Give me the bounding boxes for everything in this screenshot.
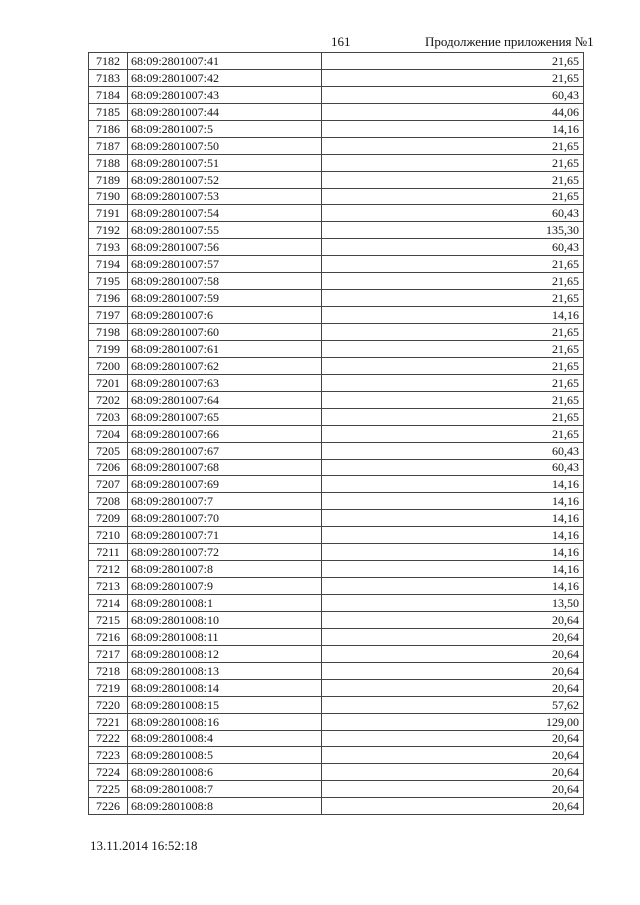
value-cell: 20,64 (322, 645, 584, 662)
value-cell: 14,16 (322, 527, 584, 544)
value-cell: 20,64 (322, 628, 584, 645)
table-row (89, 307, 584, 324)
value-cell: 14,16 (322, 561, 584, 578)
cadastral-number-cell: 68:09:2801007:54 (128, 205, 322, 222)
row-number-cell: 7220 (89, 696, 128, 713)
table-row (89, 713, 584, 730)
table-row (89, 561, 584, 578)
table-row (89, 730, 584, 747)
table-row (89, 324, 584, 341)
row-number-cell: 7225 (89, 781, 128, 798)
value-cell: 20,64 (322, 611, 584, 628)
row-number-cell: 7196 (89, 290, 128, 307)
row-number-cell: 7197 (89, 307, 128, 324)
table-row (89, 273, 584, 290)
cadastral-number-cell: 68:09:2801007:7 (128, 493, 322, 510)
row-number-cell: 7204 (89, 425, 128, 442)
row-number-cell: 7193 (89, 239, 128, 256)
cadastral-number-cell: 68:09:2801008:15 (128, 696, 322, 713)
table-row (89, 595, 584, 612)
row-number-cell: 7199 (89, 340, 128, 357)
row-number-cell: 7214 (89, 595, 128, 612)
table-row (89, 442, 584, 459)
value-cell: 21,65 (322, 137, 584, 154)
table-row (89, 86, 584, 103)
row-number-cell: 7184 (89, 86, 128, 103)
cadastral-number-cell: 68:09:2801008:13 (128, 662, 322, 679)
table-row (89, 137, 584, 154)
table-row (89, 188, 584, 205)
row-number-cell: 7211 (89, 544, 128, 561)
value-cell: 135,30 (322, 222, 584, 239)
row-number-cell: 7185 (89, 103, 128, 120)
cadastral-number-cell: 68:09:2801007:55 (128, 222, 322, 239)
cadastral-number-cell: 68:09:2801007:57 (128, 256, 322, 273)
value-cell: 13,50 (322, 595, 584, 612)
table-row (89, 544, 584, 561)
value-cell: 20,64 (322, 747, 584, 764)
table-row (89, 764, 584, 781)
cadastral-number-cell: 68:09:2801007:42 (128, 69, 322, 86)
row-number-cell: 7216 (89, 628, 128, 645)
cadastral-number-cell: 68:09:2801007:71 (128, 527, 322, 544)
row-number-cell: 7217 (89, 645, 128, 662)
value-cell: 14,16 (322, 120, 584, 137)
cadastral-number-cell: 68:09:2801008:4 (128, 730, 322, 747)
value-cell: 14,16 (322, 578, 584, 595)
table-row (89, 357, 584, 374)
cadastral-number-cell: 68:09:2801007:72 (128, 544, 322, 561)
value-cell: 20,64 (322, 764, 584, 781)
table-row (89, 628, 584, 645)
table-row (89, 239, 584, 256)
table-row (89, 679, 584, 696)
value-cell: 21,65 (322, 425, 584, 442)
cadastral-number-cell: 68:09:2801007:52 (128, 171, 322, 188)
cadastral-number-cell: 68:09:2801008:5 (128, 747, 322, 764)
table-row (89, 578, 584, 595)
row-number-cell: 7203 (89, 408, 128, 425)
row-number-cell: 7198 (89, 324, 128, 341)
cadastral-number-cell: 68:09:2801008:10 (128, 611, 322, 628)
table-row (89, 662, 584, 679)
row-number-cell: 7190 (89, 188, 128, 205)
row-number-cell: 7192 (89, 222, 128, 239)
row-number-cell: 7207 (89, 476, 128, 493)
row-number-cell: 7223 (89, 747, 128, 764)
cadastral-number-cell: 68:09:2801007:67 (128, 442, 322, 459)
row-number-cell: 7200 (89, 357, 128, 374)
value-cell: 14,16 (322, 476, 584, 493)
row-number-cell: 7201 (89, 374, 128, 391)
cadastral-number-cell: 68:09:2801008:12 (128, 645, 322, 662)
row-number-cell: 7226 (89, 798, 128, 815)
table-row (89, 510, 584, 527)
row-number-cell: 7186 (89, 120, 128, 137)
value-cell: 21,65 (322, 374, 584, 391)
cadastral-number-cell: 68:09:2801007:9 (128, 578, 322, 595)
cadastral-number-cell: 68:09:2801007:50 (128, 137, 322, 154)
row-number-cell: 7219 (89, 679, 128, 696)
value-cell: 20,64 (322, 798, 584, 815)
value-cell: 57,62 (322, 696, 584, 713)
value-cell: 60,43 (322, 239, 584, 256)
value-cell: 14,16 (322, 307, 584, 324)
table-row (89, 747, 584, 764)
cadastral-number-cell: 68:09:2801007:69 (128, 476, 322, 493)
table-row (89, 103, 584, 120)
value-cell: 21,65 (322, 69, 584, 86)
cadastral-number-cell: 68:09:2801007:63 (128, 374, 322, 391)
value-cell: 20,64 (322, 679, 584, 696)
table-row (89, 798, 584, 815)
value-cell: 20,64 (322, 730, 584, 747)
row-number-cell: 7189 (89, 171, 128, 188)
cadastral-number-cell: 68:09:2801008:1 (128, 595, 322, 612)
value-cell: 21,65 (322, 357, 584, 374)
row-number-cell: 7215 (89, 611, 128, 628)
row-number-cell: 7202 (89, 391, 128, 408)
cadastral-number-cell: 68:09:2801007:5 (128, 120, 322, 137)
value-cell: 21,65 (322, 256, 584, 273)
cadastral-number-cell: 68:09:2801008:11 (128, 628, 322, 645)
table-row (89, 781, 584, 798)
cadastral-number-cell: 68:09:2801007:51 (128, 154, 322, 171)
value-cell: 21,65 (322, 53, 584, 70)
print-timestamp: 13.11.2014 16:52:18 (90, 838, 198, 853)
value-cell: 21,65 (322, 188, 584, 205)
row-number-cell: 7187 (89, 137, 128, 154)
value-cell: 44,06 (322, 103, 584, 120)
row-number-cell: 7188 (89, 154, 128, 171)
table-row (89, 374, 584, 391)
cadastral-number-cell: 68:09:2801007:44 (128, 103, 322, 120)
page-title: Продолжение приложения №1 (425, 34, 594, 49)
cadastral-number-cell: 68:09:2801007:65 (128, 408, 322, 425)
cadastral-number-cell: 68:09:2801007:56 (128, 239, 322, 256)
value-cell: 21,65 (322, 408, 584, 425)
table-row (89, 391, 584, 408)
row-number-cell: 7222 (89, 730, 128, 747)
row-number-cell: 7218 (89, 662, 128, 679)
row-number-cell: 7212 (89, 561, 128, 578)
table-row (89, 256, 584, 273)
table-row (89, 120, 584, 137)
table-row (89, 611, 584, 628)
cadastral-number-cell: 68:09:2801007:66 (128, 425, 322, 442)
value-cell: 21,65 (322, 340, 584, 357)
table-row (89, 154, 584, 171)
cadastral-number-cell: 68:09:2801007:68 (128, 459, 322, 476)
cadastral-number-cell: 68:09:2801007:53 (128, 188, 322, 205)
row-number-cell: 7194 (89, 256, 128, 273)
row-number-cell: 7209 (89, 510, 128, 527)
cadastral-number-cell: 68:09:2801007:6 (128, 307, 322, 324)
value-cell: 21,65 (322, 154, 584, 171)
cadastral-number-cell: 68:09:2801007:43 (128, 86, 322, 103)
cadastral-number-cell: 68:09:2801007:61 (128, 340, 322, 357)
row-number-cell: 7195 (89, 273, 128, 290)
value-cell: 21,65 (322, 273, 584, 290)
value-cell: 60,43 (322, 86, 584, 103)
value-cell: 21,65 (322, 391, 584, 408)
row-number-cell: 7208 (89, 493, 128, 510)
value-cell: 21,65 (322, 171, 584, 188)
value-cell: 60,43 (322, 442, 584, 459)
value-cell: 129,00 (322, 713, 584, 730)
cadastral-number-cell: 68:09:2801008:7 (128, 781, 322, 798)
table-row (89, 459, 584, 476)
registry-table (88, 52, 584, 815)
table-row (89, 340, 584, 357)
row-number-cell: 7224 (89, 764, 128, 781)
cadastral-number-cell: 68:09:2801008:8 (128, 798, 322, 815)
table-body (89, 53, 584, 815)
row-number-cell: 7213 (89, 578, 128, 595)
table-row (89, 696, 584, 713)
table-row (89, 425, 584, 442)
value-cell: 60,43 (322, 205, 584, 222)
cadastral-number-cell: 68:09:2801007:58 (128, 273, 322, 290)
cadastral-number-cell: 68:09:2801008:14 (128, 679, 322, 696)
page-number: 161 (331, 34, 351, 49)
table-row (89, 205, 584, 222)
table-row (89, 645, 584, 662)
value-cell: 21,65 (322, 324, 584, 341)
cadastral-number-cell: 68:09:2801007:41 (128, 53, 322, 70)
value-cell: 20,64 (322, 781, 584, 798)
value-cell: 20,64 (322, 662, 584, 679)
cadastral-number-cell: 68:09:2801007:59 (128, 290, 322, 307)
table-row (89, 69, 584, 86)
cadastral-number-cell: 68:09:2801007:60 (128, 324, 322, 341)
value-cell: 14,16 (322, 493, 584, 510)
table-row (89, 53, 584, 70)
value-cell: 14,16 (322, 544, 584, 561)
cadastral-number-cell: 68:09:2801007:70 (128, 510, 322, 527)
row-number-cell: 7182 (89, 53, 128, 70)
row-number-cell: 7221 (89, 713, 128, 730)
table-row (89, 527, 584, 544)
cadastral-number-cell: 68:09:2801008:16 (128, 713, 322, 730)
row-number-cell: 7205 (89, 442, 128, 459)
cadastral-number-cell: 68:09:2801007:62 (128, 357, 322, 374)
table-row (89, 493, 584, 510)
value-cell: 14,16 (322, 510, 584, 527)
table-row (89, 222, 584, 239)
cadastral-number-cell: 68:09:2801007:64 (128, 391, 322, 408)
value-cell: 21,65 (322, 290, 584, 307)
row-number-cell: 7191 (89, 205, 128, 222)
table-row (89, 290, 584, 307)
row-number-cell: 7210 (89, 527, 128, 544)
table-row (89, 171, 584, 188)
table-row (89, 408, 584, 425)
cadastral-number-cell: 68:09:2801007:8 (128, 561, 322, 578)
cadastral-number-cell: 68:09:2801008:6 (128, 764, 322, 781)
value-cell: 60,43 (322, 459, 584, 476)
row-number-cell: 7206 (89, 459, 128, 476)
table-row (89, 476, 584, 493)
row-number-cell: 7183 (89, 69, 128, 86)
